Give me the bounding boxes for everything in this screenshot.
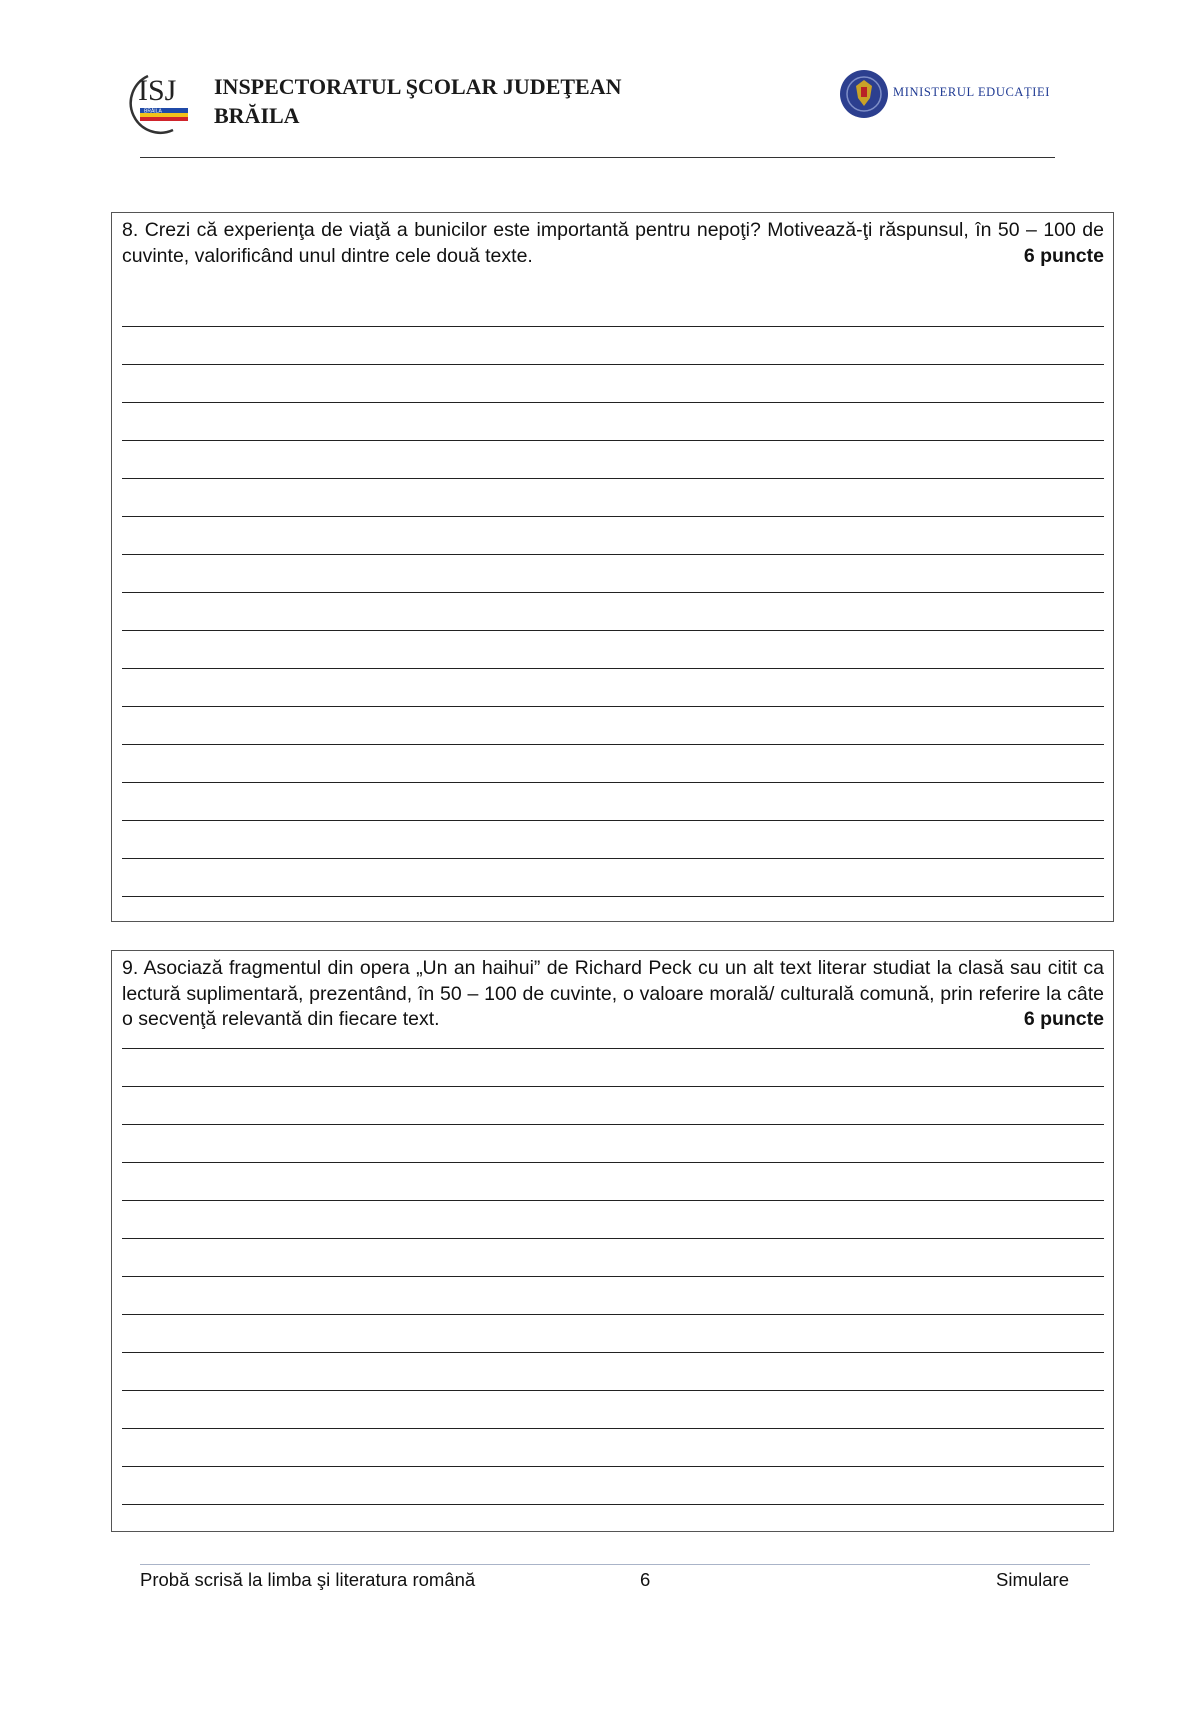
answer-line[interactable] [122,630,1104,631]
page-header [0,0,1200,160]
answer-line[interactable] [122,592,1104,593]
answer-line[interactable] [122,554,1104,555]
answer-line[interactable] [122,1124,1104,1125]
answer-line[interactable] [122,1466,1104,1467]
answer-line[interactable] [122,402,1104,403]
answer-line[interactable] [122,668,1104,669]
footer-page-number: 6 [640,1569,651,1590]
answer-line[interactable] [122,478,1104,479]
answer-line[interactable] [122,858,1104,859]
svg-text:BRĂILA: BRĂILA [144,108,162,115]
question-8-prompt [122,218,1104,269]
institution-title-line2: BRĂILA [214,103,300,128]
answer-line[interactable] [122,1276,1104,1277]
answer-line[interactable] [122,1428,1104,1429]
footer-exam-type: Simulare [996,1569,1069,1590]
answer-line[interactable] [122,440,1104,441]
question-9-box [111,950,1114,1532]
institution-title-line1: INSPECTORATUL ŞCOLAR JUDEŢEAN [214,74,622,99]
isj-braila-logo [118,70,198,136]
answer-line[interactable] [122,364,1104,365]
ministry-seal-icon [838,68,890,120]
answer-line[interactable] [122,1504,1104,1505]
answer-line[interactable] [122,1200,1104,1201]
svg-text:ISJ: ISJ [138,74,177,107]
answer-line[interactable] [122,706,1104,707]
footer-exam-title: Probă scrisă la limba şi literatura română [140,1569,476,1590]
answer-line[interactable] [122,744,1104,745]
institution-title [214,72,622,130]
answer-line[interactable] [122,1048,1104,1049]
answer-line[interactable] [122,326,1104,327]
answer-line[interactable] [122,896,1104,897]
question-9-text: 9. Asociază fragmentul din opera „Un an haihui” de Richard Peck cu un alt text literar studiat la clasă sau citit ca lectură suplimentară, prezentând, în 50 – 100 de cuvinte, o valoare morală/ culturală comună, prin referire la câte o secvenţă relevantă din fiecare text. [122,957,1104,1030]
answer-line[interactable] [122,820,1104,821]
answer-line[interactable] [122,516,1104,517]
question-8-points: 6 puncte [1023,244,1104,267]
question-8-box [111,212,1114,922]
answer-line[interactable] [122,1162,1104,1163]
answer-line[interactable] [122,1390,1104,1391]
answer-line[interactable] [122,1314,1104,1315]
question-9-points: 6 puncte [1023,1008,1104,1030]
answer-line[interactable] [122,1086,1104,1087]
answer-line[interactable] [122,782,1104,783]
ministry-name: MINISTERUL EDUCAȚIEI [893,85,1051,99]
answer-line[interactable] [122,1238,1104,1239]
question-9-prompt [122,956,1104,1033]
header-divider [140,157,1055,158]
answer-line[interactable] [122,1352,1104,1353]
footer-divider [140,1564,1090,1565]
question-8-text: 8. Crezi că experienţa de viaţă a bunicilor este importantă pentru nepoţi? Motivează-ţi răspunsul, în 50 – 100 de cuvinte, valorificând unul dintre cele două texte. [122,219,1104,267]
